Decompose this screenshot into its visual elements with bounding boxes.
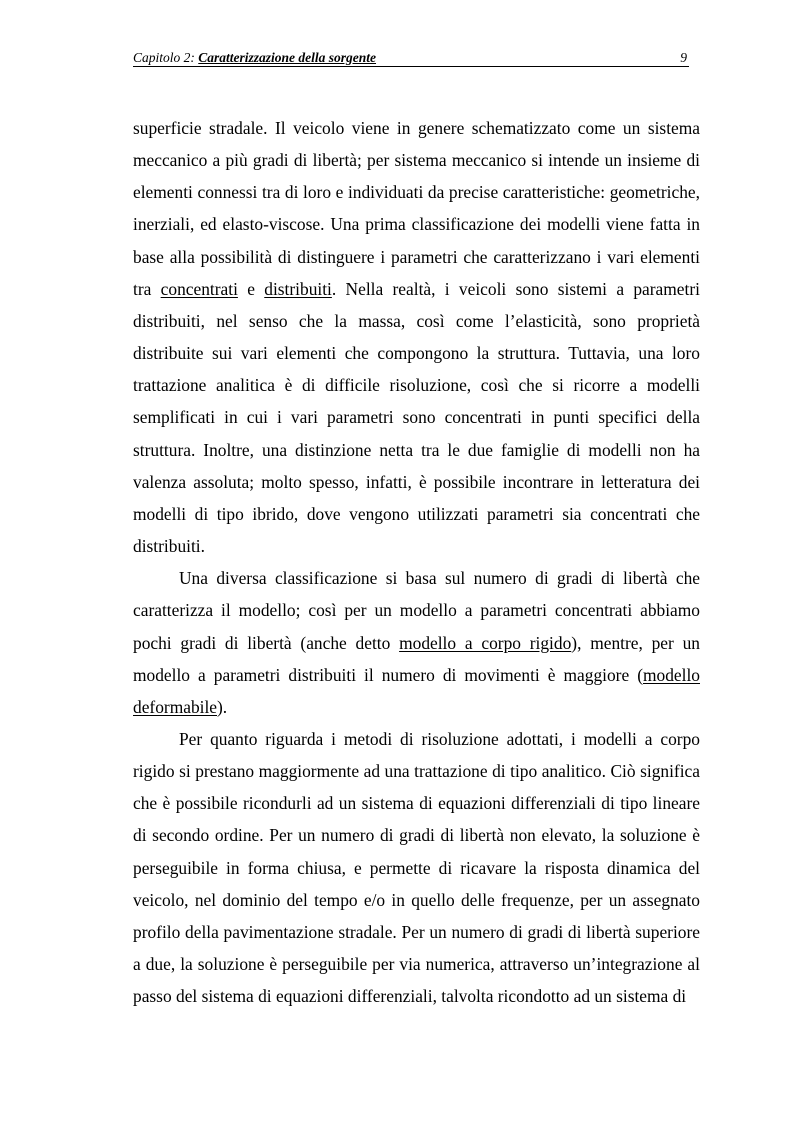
chapter-label: Capitolo 2:: [133, 50, 199, 65]
paragraph-2: [133, 562, 700, 723]
text-segment: . Nella realtà, i veicoli sono sistemi a parametri distribuiti, nel senso che la massa, così come l’elasticità, sono proprietà distribuite sui vari elementi che compongono la struttura. Tuttavia, una loro trattazione analitica è di difficile risoluzione, così che si ricorre a modelli semplificati in cui i vari parametri sono concentrati in punti specifici della struttura. Inoltre, una distinzione netta tra le due famiglie di modelli non ha valenza assoluta; molto spesso, infatti, è possibile incontrare in letteratura dei modelli di tipo ibrido, dove vengono utilizzati parametri sia concentrati che distribuiti.: [133, 278, 700, 557]
text-segment: e: [237, 278, 265, 299]
text-segment: superficie stradale. Il veicolo viene in genere schematizzato come un sistema meccanico a più gradi di libertà; per sistema meccanico si intende un insieme di elementi connessi tra di loro e individuati da precise caratteristiche: geometriche, inerziali, ed elasto-viscose. Una prima classificazione dei modelli viene fatta in base alla possibilità di distinguere i parametri che caratterizzano i vari elementi tra: [133, 118, 700, 299]
term-modello-deformabile: modello deformabile: [133, 664, 700, 717]
running-header: [133, 49, 689, 67]
paragraph-1: [133, 112, 700, 562]
term-concentrati: concentrati: [160, 278, 238, 299]
text-segment: Per quanto riguarda i metodi di risoluzione adottati, i modelli a corpo rigido si prestano maggiormente ad una trattazione di tipo analitico. Ciò significa che è possibile ricondurli ad un sistema di equazioni differenziali di tipo lineare di secondo ordine. Per un numero di gradi di libertà non elevato, la soluzione è perseguibile in forma chiusa, e permette di ricavare la risposta dinamica del veicolo, nel dominio del tempo e/o in quello delle frequenze, per un assegnato profilo della pavimentazione stradale. Per un numero di gradi di libertà superiore a due, la soluzione è perseguibile per via numerica, attraverso un’integrazione al passo del sistema di equazioni differenziali, talvolta ricondotto ad un sistema di: [133, 728, 700, 1007]
term-distribuiti: distribuiti: [264, 278, 332, 299]
page-number: 9: [680, 50, 687, 65]
chapter-title: Caratterizzazione della sorgente: [198, 50, 377, 65]
body-text: [133, 112, 700, 1012]
header-chapter-title: [133, 50, 376, 66]
text-segment: ).: [217, 696, 228, 717]
text-segment: Una diversa classificazione si basa sul numero di gradi di libertà che caratterizza il modello; così per un modello a parametri concentrati abbiamo pochi gradi di libertà (anche detto: [133, 568, 700, 653]
paragraph-3: [133, 723, 700, 1012]
text-segment: ), mentre, per un modello a parametri distribuiti il numero di movimenti è maggiore (: [133, 632, 700, 685]
term-modello-a-corpo-rigido: modello a corpo rigido: [399, 632, 572, 653]
